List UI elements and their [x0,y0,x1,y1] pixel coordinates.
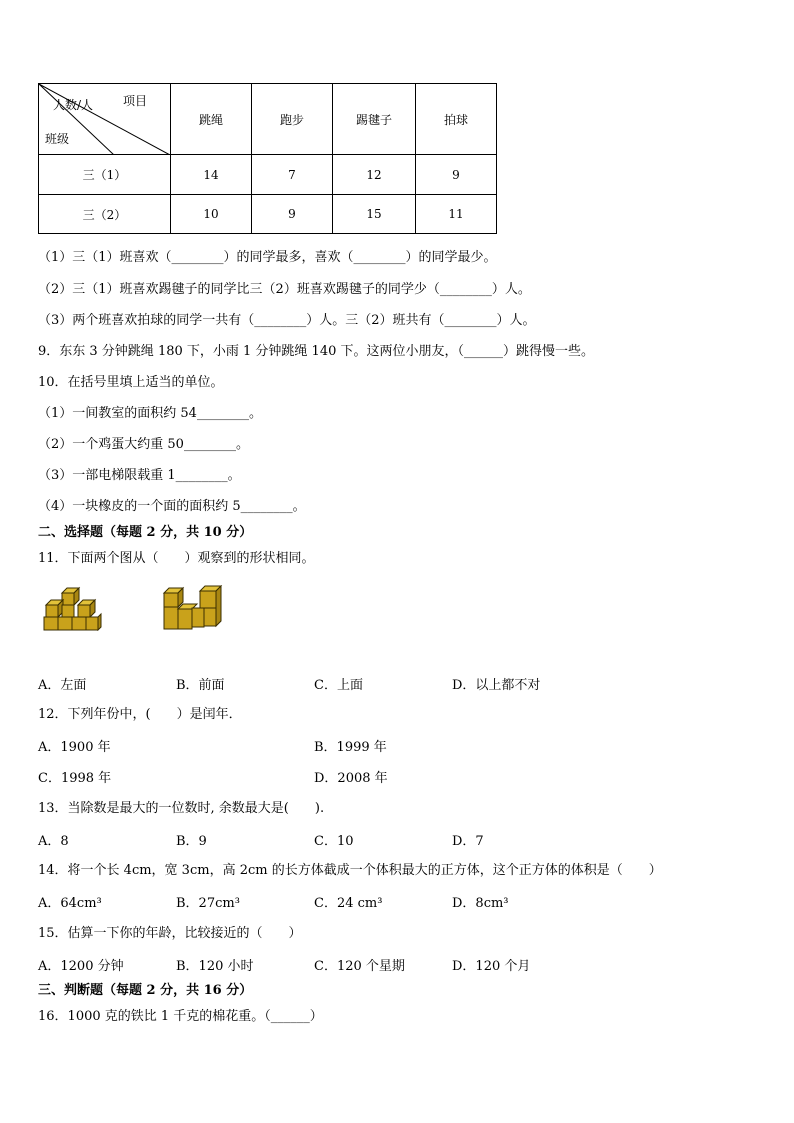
q11-option-b[interactable]: B．前面 [176,678,225,693]
q14-option-c[interactable]: C．24 cm³ [314,896,383,911]
q14-stem: 14．将一个长 4cm，宽 3cm，高 2cm 的长方体截成一个体积最大的正方体，这个正方体的体积是（ ） [38,863,662,878]
q12-stem: 12．下列年份中，( ）是闰年． [38,707,242,722]
sports-stats-table [38,83,497,234]
header-class-label: 班级 [45,132,70,146]
cube-stack-left [44,588,101,630]
q16-text: 16．1000 克的铁比 1 千克的棉花重。（______） [38,1009,323,1024]
table-cell: 9 [416,155,497,195]
q10-part2: （2）一个鸡蛋大约重 50________。 [38,437,249,452]
table-cell: 7 [252,155,333,195]
q11-option-a[interactable]: A．左面 [38,678,87,693]
table-cell: 12 [333,155,416,195]
cube-figure-right [160,585,226,631]
cube-stack-right [164,586,221,629]
q11-option-d[interactable]: D．以上都不对 [452,678,541,693]
section-choice-title: 二、选择题（每题 2 分，共 10 分） [38,525,253,540]
q14-option-b[interactable]: B．27cm³ [176,896,240,911]
column-header: 跑步 [252,84,333,155]
q15-option-c[interactable]: C．120 个星期 [314,959,405,974]
table-cell: 15 [333,195,416,234]
table-cell: 11 [416,195,497,234]
q9-text: 9．东东 3 分钟跳绳 180 下，小雨 1 分钟跳绳 140 下。这两位小朋友，（______）跳得慢一些。 [38,344,594,359]
table-row [39,155,497,195]
q10-stem: 10．在括号里填上适当的单位。 [38,375,224,390]
table-cell: 10 [171,195,252,234]
q12-option-c[interactable]: C．1998 年 [38,771,112,786]
table-diagonal-header [39,84,171,155]
q12-option-b[interactable]: B．1999 年 [314,740,387,755]
section-judge-title: 三、判断题（每题 2 分，共 16 分） [38,983,253,998]
table-cell: 9 [252,195,333,234]
q13-option-b[interactable]: B．9 [176,834,207,849]
q11-option-c[interactable]: C．上面 [314,678,363,693]
column-header: 拍球 [416,84,497,155]
q10-part3: （3）一部电梯限载重 1________。 [38,468,241,483]
q10-part1: （1）一间教室的面积约 54________。 [38,406,262,421]
cube-figure-left [40,585,102,631]
row-label: 三（1） [39,155,171,195]
q15-option-a[interactable]: A．1200 分钟 [38,959,124,974]
header-project-label: 项目 [123,94,148,108]
q8-part3: （3）两个班喜欢拍球的同学一共有（________）人。三（2）班共有（________）人。 [38,313,536,328]
q13-option-a[interactable]: A．8 [38,834,69,849]
q8-part1: （1）三（1）班喜欢（________）的同学最多，喜欢（________）的同学最少。 [38,250,497,265]
q14-option-a[interactable]: A．64cm³ [38,896,102,911]
q8-part2: （2）三（1）班喜欢踢毽子的同学比三（2）班喜欢踢毽子的同学少（________）人。 [38,282,531,297]
column-header: 跳绳 [171,84,252,155]
q12-option-a[interactable]: A．1900 年 [38,740,111,755]
q11-stem: 11．下面两个图从（ ）观察到的形状相同。 [38,551,315,566]
q14-option-d[interactable]: D．8cm³ [452,896,509,911]
table-row [39,195,497,234]
row-label: 三（2） [39,195,171,234]
q12-option-d[interactable]: D．2008 年 [314,771,388,786]
q10-part4: （4）一块橡皮的一个面的面积约 5________。 [38,499,306,514]
q15-stem: 15．估算一下你的年龄，比较接近的（ ） [38,926,302,941]
q13-option-c[interactable]: C．10 [314,834,354,849]
q15-option-b[interactable]: B．120 小时 [176,959,254,974]
column-header: 踢毽子 [333,84,416,155]
q13-option-d[interactable]: D．7 [452,834,484,849]
q15-option-d[interactable]: D．120 个月 [452,959,531,974]
table-cell: 14 [171,155,252,195]
q13-stem: 13．当除数是最大的一位数时, 余数最大是( ). [38,801,325,816]
header-count-label: 人数/人 [53,98,94,112]
